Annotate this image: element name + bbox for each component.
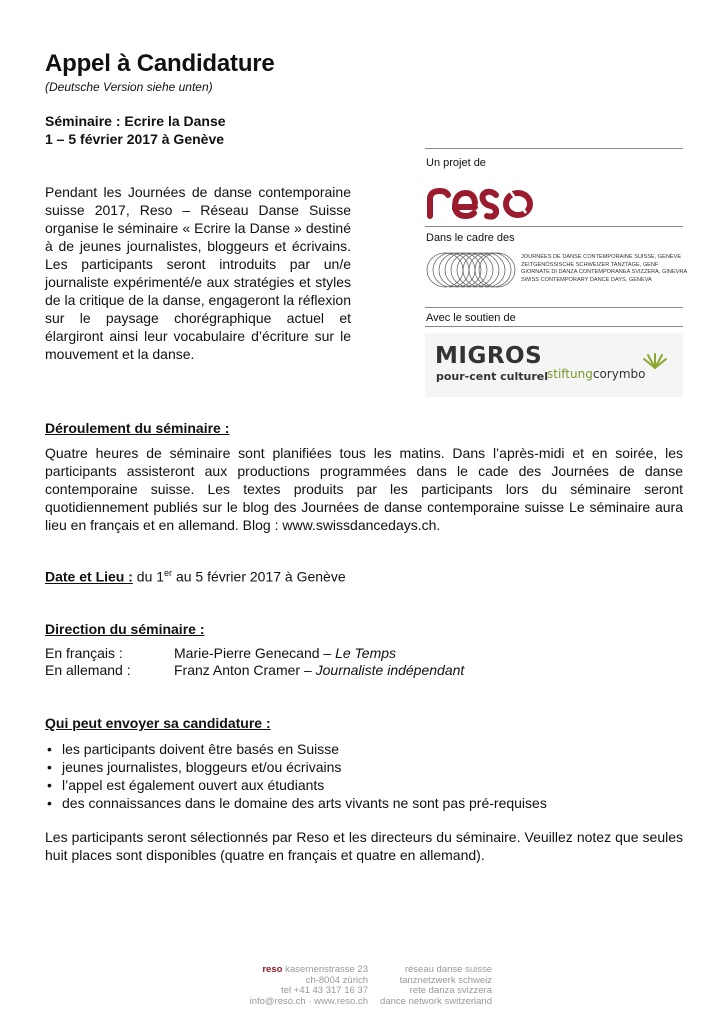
direction-language: En allemand : [45, 662, 131, 678]
date-lieu-line [45, 568, 346, 585]
footer-name-it: rete danza svizzera [409, 985, 492, 996]
divider [425, 148, 683, 149]
migros-logo: MIGROS [435, 343, 543, 369]
direction-row [45, 662, 464, 678]
footer-reso-mark: reso [262, 964, 283, 975]
list-item: • jeunes journalistes, bloggeurs et/ou écrivains [45, 758, 547, 776]
seminar-dates: 1 – 5 février 2017 à Genève [45, 131, 225, 147]
closing-paragraph: Les participants seront sélectionnés par Reso et les directeurs du séminaire. Veuillez notez que seules huit places sont disponibles (quatre en français et quatre en allemand). [45, 829, 683, 863]
support-label: Avec le soutien de [426, 312, 516, 324]
direction-row [45, 645, 396, 661]
footer-name-en: dance network switzerland [380, 995, 492, 1007]
migros-pour-cent-culturel: pour-cent culturel [436, 370, 549, 383]
section-heading-direction: Direction du séminaire : [45, 621, 205, 637]
context-label: Dans le cadre des [426, 232, 515, 244]
footer-name-fr: réseau danse suisse [404, 964, 492, 975]
page-title: Appel à Candidature [45, 50, 275, 77]
intro-paragraph: Pendant les Journées de danse contemporaine suisse 2017, Reso – Réseau Danse Suisse organise le séminaire « Ecrire la Danse » destiné à de jeunes journalistes, bloggeurs et écrivains. Les participants seront introduits par un/e journaliste expérimenté/e aux stratégies et styles de la critique de la danse, engageront la réflexion sur le paysage chorégraphique actuel et élargiront ainsi leur vocabulaire d’écriture sur le mouvement et la danse. [45, 184, 351, 362]
deroulement-paragraph: Quatre heures de séminaire sont planifiées tous les matins. Dans l’après-midi et en soirée, les participants assisteront aux productions programmées dans le cade des Journées de danse contemporaine suisse. Les textes produits par les participants lors du séminaire seront quotidiennement publiés sur le blog des Journées de danse contemporaine suisse Le séminaire aura lieu en français et en allemand. Blog : www.swissdancedays.ch. [45, 445, 683, 533]
footer-phone: tel +41 43 317 16 37 [281, 985, 368, 996]
corymbo-flower-icon [642, 353, 668, 369]
list-item: • l’appel est également ouvert aux étudiants [45, 776, 547, 794]
sdd-line: JOURNÉES DE DANSE CONTEMPORAINE SUISSE, GENÈVE [521, 254, 682, 260]
corymbo-text: corymbo [592, 367, 646, 381]
eligibility-list [45, 740, 547, 812]
footer-city: ch-8004 zürich [305, 974, 368, 986]
divider [425, 307, 683, 308]
project-label: Un projet de [426, 157, 486, 169]
director-affiliation: Le Temps [335, 645, 397, 661]
seminar-heading [45, 112, 226, 148]
swiss-dance-days-logo [425, 250, 517, 290]
footer-street: kasernenstrasse 23 [285, 964, 368, 975]
director-affiliation: Journaliste indépendant [315, 662, 465, 678]
footer-address [200, 965, 368, 1007]
sdd-line: SWISS CONTEMPORARY DANCE DAYS, GENEVA [521, 276, 652, 283]
director-name: Marie-Pierre Genecand – [174, 645, 336, 661]
director-name: Franz Anton Cramer – [174, 662, 316, 678]
sponsor-logos [425, 333, 683, 397]
date-start: du 1 [132, 568, 165, 585]
page-subtitle: (Deutsche Version siehe unten) [45, 80, 213, 94]
date-end: au 5 février 2017 à Genève [172, 568, 346, 585]
sdd-line: GIORNATE DI DANZA CONTEMPORANEA SVIZZERA, GINEVRA [521, 269, 688, 276]
section-heading-deroulement: Déroulement du séminaire : [45, 420, 230, 436]
stiftung-corymbo-logo [547, 367, 645, 381]
divider [425, 326, 683, 327]
seminar-name: Séminaire : Ecrire la Danse [45, 113, 226, 129]
swiss-dance-days-text [521, 254, 687, 284]
sdd-line: ZEITGENÖSSISCHE SCHWEIZER TANZTAGE, GENF [521, 261, 659, 268]
footer-line [200, 965, 368, 976]
divider [425, 226, 683, 227]
date-ordinal: er [164, 568, 173, 578]
date-lieu-label: Date et Lieu : [45, 568, 133, 585]
stiftung-text: stiftung [547, 367, 593, 381]
direction-language: En français : [45, 645, 123, 661]
footer-network-names [378, 965, 492, 1007]
list-item: • les participants doivent être basés en Suisse [45, 740, 547, 758]
section-heading-eligibility: Qui peut envoyer sa candidature : [45, 715, 271, 731]
footer-name-de: tanznetzwerk schweiz [399, 974, 492, 986]
reso-logo [426, 183, 534, 223]
list-item: • des connaissances dans le domaine des arts vivants ne sont pas pré-requises [45, 794, 547, 812]
footer-contact: info@reso.ch · www.reso.ch [249, 995, 368, 1007]
